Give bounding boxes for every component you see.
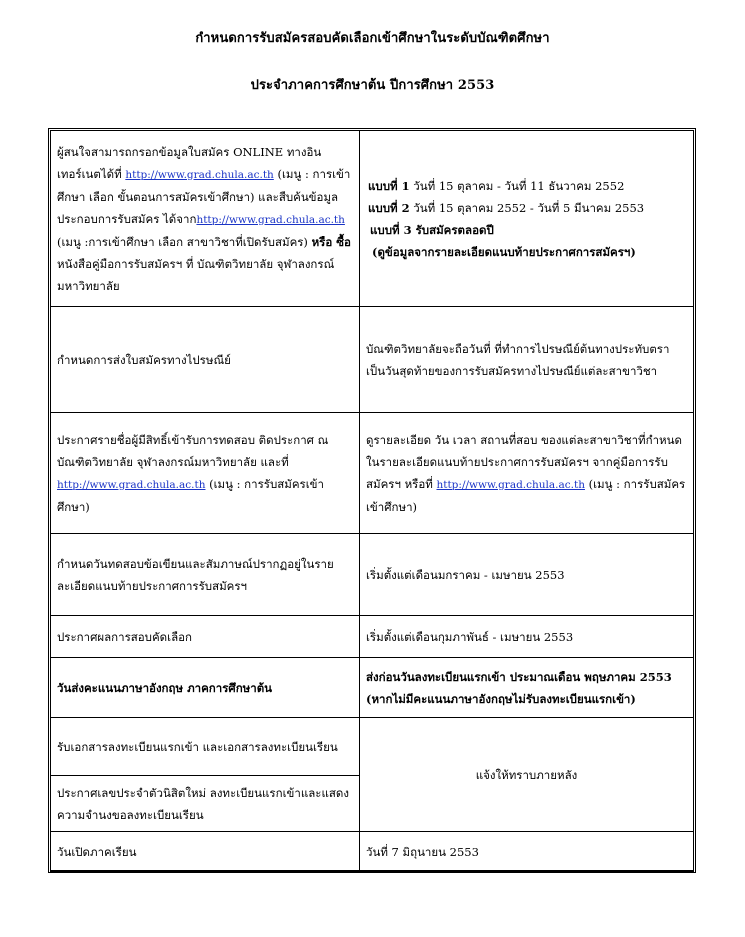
plan-3: แบบที่ 3 รับสมัครตลอดปี: [370, 222, 494, 237]
text: (เมนู : การเข้าศึกษา เลือก ขั้นตอนการสมัครเข้าศึกษา) และสืบค้นข้อมูลประกอบการรับสมัคร ได้จาก: [57, 166, 351, 226]
text: หนังสือคู่มือการรับสมัครฯ ที่ บัณฑิตวิทยาลัย จุฬาลงกรณ์มหาวิทยาลัย: [57, 256, 335, 293]
plan-note: (ดูข้อมูลจากรายละเอียดแนบท้ายประกาศการสมัครฯ): [372, 244, 636, 259]
cell-exam-value: เริ่มตั้งแต่เดือนมกราคม - เมษายน 2553: [360, 534, 694, 616]
cell-english-value: [360, 658, 694, 718]
text: หรือ ซื้อ: [311, 234, 351, 249]
cell-docs-label: รับเอกสารลงทะเบียนแรกเข้า และเอกสารลงทะเบียนเรียน: [51, 718, 360, 776]
text: ดูรายละเอียด วัน เวลา สถานที่สอบ ของแต่ละสาขาวิชาที่กำหนดในรายละเอียดแนบท้ายประกาศการรับสมัครฯ จากคู่มือการรับสมัครฯ หรือที่: [366, 432, 682, 491]
cell-mail-value: บัณฑิตวิทยาลัยจะถือวันที่ ที่ทำการไปรษณีย์ต้นทางประทับตราเป็นวันสุดท้ายของการรับสมัครทางไปรษณีย์แต่ละสาขาวิชา: [360, 307, 694, 413]
cell-english-label: วันส่งคะแนนภาษาอังกฤษ ภาคการศึกษาต้น: [51, 658, 360, 718]
cell-eligible-label: [51, 413, 360, 534]
grad-link[interactable]: http://www.grad.chula.ac.th: [436, 478, 585, 491]
cell-application-periods: [360, 131, 694, 307]
plan-2-dates: วันที่ 15 ตุลาคม 2552 - วันที่ 5 มีนาคม 2553: [409, 200, 645, 215]
cell-student-id-label: ประกาศเลขประจำตัวนิสิตใหม่ ลงทะเบียนแรกเข้าและแสดงความจำนงขอลงทะเบียนเรียน: [51, 776, 360, 832]
text: (หากไม่มีคะแนนภาษาอังกฤษไม่รับลงทะเบียนแรกเข้า): [366, 691, 636, 706]
table-row: [51, 413, 694, 534]
table-row: [51, 534, 694, 616]
grad-link[interactable]: http://www.grad.chula.ac.th: [125, 168, 274, 181]
table-row: [51, 307, 694, 413]
cell-semester-value: วันที่ 7 มิถุนายน 2553: [360, 832, 694, 872]
table-row: [51, 616, 694, 658]
table-row: [51, 832, 694, 872]
grad-link[interactable]: http://www.grad.chula.ac.th: [196, 213, 345, 226]
cell-exam-label: กำหนดวันทดสอบข้อเขียนและสัมภาษณ์ปรากฏอยู่ในรายละเอียดแนบท้ายประกาศการรับสมัครฯ: [51, 534, 360, 616]
page-title: กำหนดการรับสมัครสอบคัดเลือกเข้าศึกษาในระดับบัณฑิตศึกษา: [195, 31, 550, 46]
table-row: [51, 658, 694, 718]
text: ประกาศรายชื่อผู้มีสิทธิ์เข้ารับการทดสอบ ติดประกาศ ณ บัณฑิตวิทยาลัย จุฬาลงกรณ์มหาวิทยาลัย และที่: [57, 432, 329, 469]
text: (เมนู : การรับสมัครเข้าศึกษา): [57, 476, 324, 514]
text: ผู้สนใจสามารถกรอกข้อมูลใบสมัคร ONLINE ทางอินเทอร์เนตได้ที่: [57, 144, 322, 181]
plan-1-dates: วันที่ 15 ตุลาคม - วันที่ 11 ธันวาคม 2552: [409, 178, 625, 193]
cell-semester-label: วันเปิดภาคเรียน: [51, 832, 360, 872]
schedule-table: [50, 130, 694, 872]
cell-announce-later: แจ้งให้ทราบภายหลัง: [360, 718, 694, 832]
table-row: [51, 131, 694, 307]
plan-2-label: แบบที่ 2: [368, 200, 410, 215]
table-row: [51, 718, 694, 776]
cell-result-value: เริ่มตั้งแต่เดือนกุมภาพันธ์ - เมษายน 2553: [360, 616, 694, 658]
plan-1-label: แบบที่ 1: [368, 178, 410, 193]
cell-eligible-value: [360, 413, 694, 534]
cell-result-label: ประกาศผลการสอบคัดเลือก: [51, 616, 360, 658]
text: (เมนู : การรับสมัครเข้าศึกษา): [366, 476, 686, 514]
cell-application-info: [51, 131, 360, 307]
cell-mail-label: กำหนดการส่งใบสมัครทางไปรษณีย์: [51, 307, 360, 413]
page-subtitle: ประจำภาคการศึกษาต้น ปีการศึกษา 2553: [250, 78, 495, 93]
text: ส่งก่อนวันลงทะเบียนแรกเข้า ประมาณเดือน พฤษภาคม 2553: [366, 669, 672, 684]
grad-link[interactable]: http://www.grad.chula.ac.th: [57, 478, 206, 491]
text: (เมนู :การเข้าศึกษา เลือก สาขาวิชาที่เปิดรับสมัคร): [57, 234, 312, 249]
